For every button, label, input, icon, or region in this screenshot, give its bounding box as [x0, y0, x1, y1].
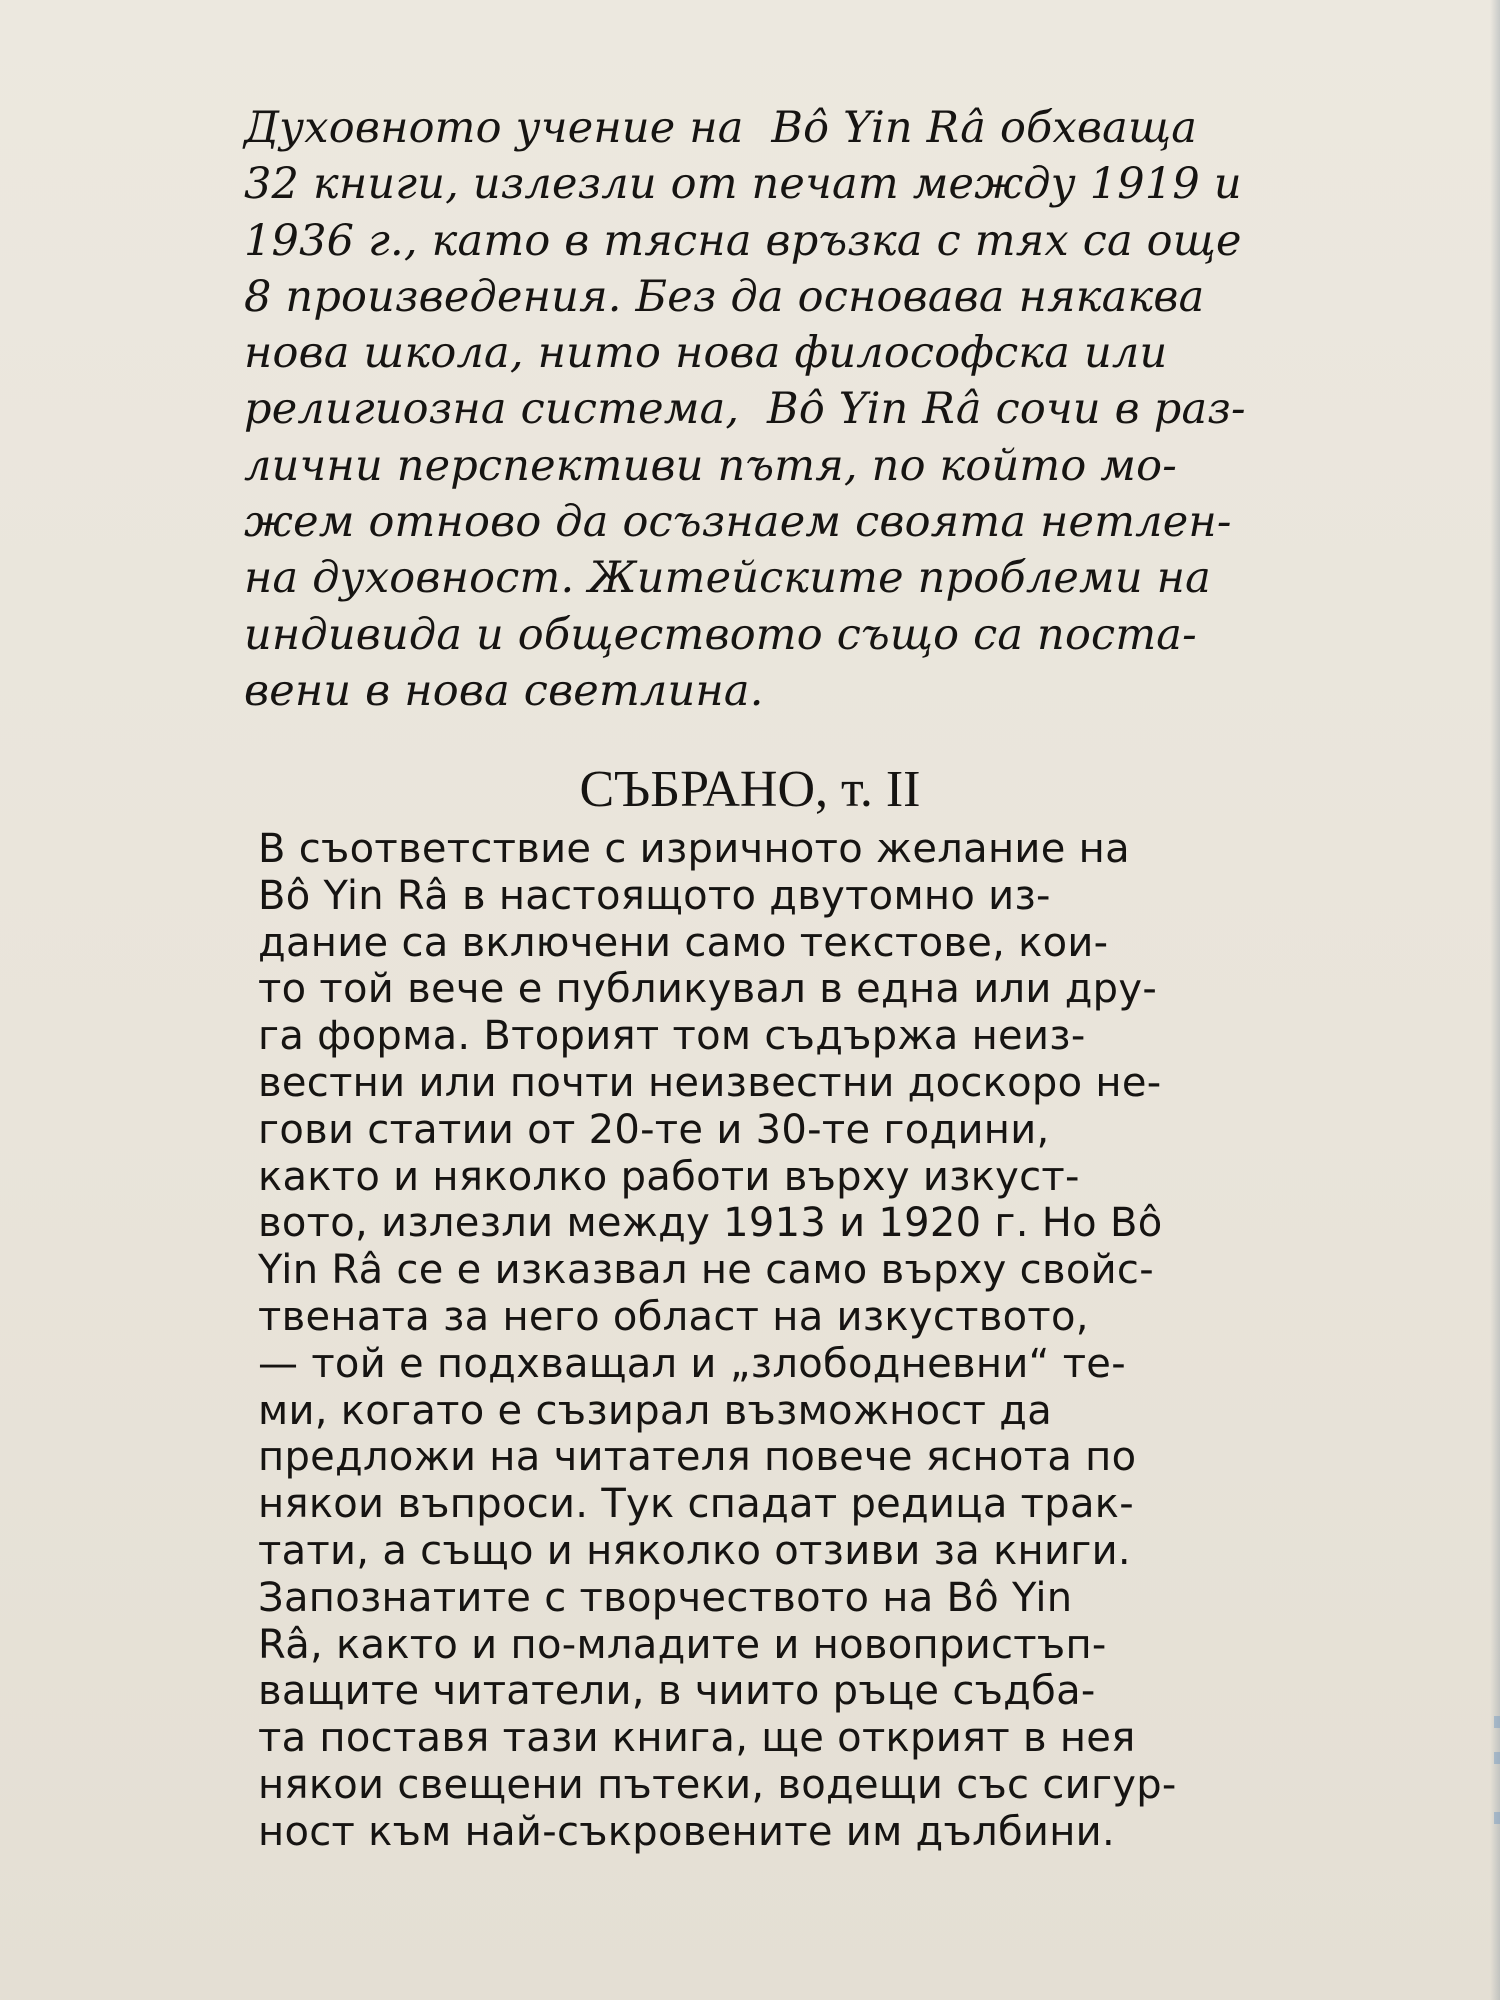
- adjacent-page-edge: [1490, 0, 1500, 2000]
- edge-mark: [1494, 1752, 1500, 1764]
- description-paragraph: В съответствие с изричното желание на Bô Yin Râ в настоящото двутомно из- дание са включени само текстове, кои- то той вече е публикувал в една или дру- га форма. Вторият том съдържа неиз- вестни или почти неизвестни доскоро не- гови статии от 20-те и 30-те години, както и няколко работи върху изкуст- вото, излезли между 1913 и 1920 г. Но Bô Yin Râ се е изказвал не само върху свойс- твената за него област на изкуството, — той е подхващал и „злободневни“ те- ми, когато е съзирал възможност да предложи на читателя повече яснота по някои въпроси. Тук спадат редица трак- тати, а също и няколко отзиви за книги. Запознатите с творчеството на Bô Yin Râ, както и по-младите и новопристъп- ващите читатели, в чиито ръце съдба- та поставя тази книга, ще открият в нея някои свещени пътеки, водещи със сигур- ност към най-съкровените им дълбини.: [258, 826, 1177, 1855]
- section-heading: СЪБРАНО, т. II: [579, 761, 921, 818]
- edge-mark: [1494, 1812, 1500, 1824]
- edge-mark: [1494, 1716, 1500, 1728]
- intro-paragraph: Духовното учение на Bô Yin Râ обхваща 32 книги, излезли от печат между 1919 и 1936 г., като в тясна връзка с тях са още 8 произведения. Без да основава някаква нова школа, нито нова философска или религиозна система, Bô Yin Râ сочи в раз- лични перспективи пътя, по който мо- жем отново да осъзнаем своята нетлен- на духовност. Житейските проблеми на индивида и обществото също са поста- вени в нова светлина.: [244, 103, 1246, 716]
